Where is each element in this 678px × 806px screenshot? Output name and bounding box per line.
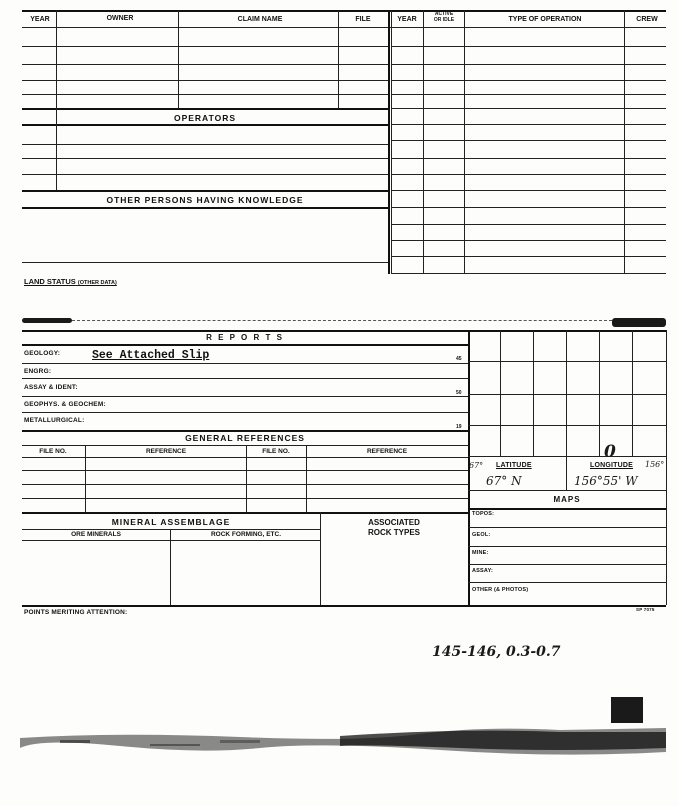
- mineral-assemblage-heading: MINERAL ASSEMBLAGE: [111, 517, 231, 527]
- col-active-line2: OR IDLE: [433, 17, 455, 23]
- num-50: 50: [456, 390, 462, 396]
- col-type-header: TYPE OF OPERATION: [508, 16, 582, 23]
- scan-artifact-noise: [0, 718, 678, 768]
- ref-reference2-header: REFERENCE: [366, 448, 408, 455]
- col-year-header: YEAR: [30, 16, 50, 23]
- assoc-line2: ROCK TYPES: [367, 528, 420, 537]
- land-status-subtext: (OTHER DATA): [77, 280, 117, 286]
- col-crew-header: CREW: [636, 16, 658, 23]
- scan-artifact-left: [22, 318, 72, 323]
- maps-assay-label: ASSAY:: [472, 568, 494, 574]
- col-file-header: FILE: [355, 16, 371, 23]
- col-active-header: [424, 11, 464, 23]
- assoc-line1: ASSOCIATED: [368, 518, 420, 527]
- other-persons-heading: OTHER PERSONS HAVING KNOWLEDGE: [106, 195, 304, 205]
- maps-heading: MAPS: [553, 495, 581, 504]
- geology-label: GEOLOGY:: [24, 350, 61, 357]
- geophys-label: GEOPHYS. & GEOCHEM:: [24, 401, 106, 408]
- ref-file-no2-header: FILE NO.: [262, 448, 290, 455]
- handwritten-note: 145-146, 0.3-0.7: [432, 644, 561, 660]
- lat-left-note: 67°: [469, 461, 484, 470]
- col-active-line1: ACTIVE: [434, 11, 454, 17]
- associated-rock-types-header: [320, 518, 468, 538]
- lon-right-note: 156°: [645, 460, 665, 469]
- general-references-heading: GENERAL REFERENCES: [185, 433, 305, 443]
- col-claim-header: CLAIM NAME: [237, 16, 283, 23]
- ref-file-no-header: FILE NO.: [39, 448, 67, 455]
- latitude-value: 67° N: [486, 474, 522, 488]
- rock-forming-header: ROCK FORMING, ETC.: [210, 531, 282, 538]
- points-meriting-label: POINTS MERITING ATTENTION:: [24, 609, 128, 616]
- latitude-label: LATITUDE: [496, 462, 532, 469]
- num-45: 45: [456, 356, 462, 362]
- ore-minerals-header: ORE MINERALS: [71, 531, 121, 538]
- reports-heading: R E P O R T S: [206, 333, 284, 342]
- longitude-value: 156°55' W: [574, 474, 638, 488]
- maps-other-label: OTHER (& PHOTOS): [472, 587, 529, 593]
- col-owner-header: OWNER: [106, 15, 134, 22]
- form-number: SP 7075: [636, 607, 655, 612]
- engrg-label: ENGRG:: [24, 368, 52, 375]
- land-status-label: [24, 277, 117, 286]
- scan-artifact-right: [612, 318, 666, 327]
- ref-reference-header: REFERENCE: [145, 448, 187, 455]
- longitude-label: LONGITUDE: [590, 462, 634, 469]
- land-status-text: LAND STATUS: [24, 277, 76, 286]
- metallurgical-label: METALLURGICAL:: [24, 417, 85, 424]
- col-year2-header: YEAR: [397, 16, 417, 23]
- maps-geol-label: GEOL:: [472, 532, 491, 538]
- assay-ident-label: ASSAY & IDENT:: [24, 384, 78, 391]
- maps-mine-label: MINE:: [472, 550, 489, 556]
- num-19: 19: [456, 424, 462, 430]
- operators-heading: OPERATORS: [173, 113, 237, 123]
- circle-mark: 0: [604, 442, 616, 462]
- maps-topos-label: TOPOS:: [472, 511, 495, 517]
- geology-value: See Attached Slip: [92, 349, 210, 362]
